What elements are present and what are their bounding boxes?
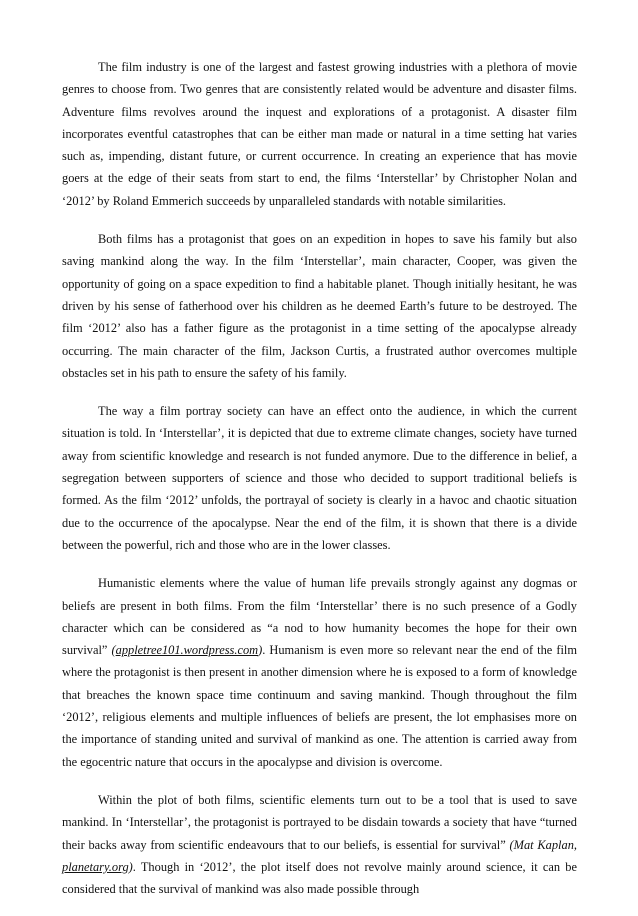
paragraph-intro: The film industry is one of the largest and fastest growing industries with a plethora of movie genres to choose from. Two genres that are consistently related would be adventure and disaster films. Adventure films revolves around the inquest and explorations of a protagonist. A disaster film incorporates eventful catastrophes that can be either man made or natural in a time setting hat varies such as, impending, distant future, or current occurrence. In creating an experience that has movie goers at the edge of their seats from start to end, the films ‘Interstellar’ by Christopher Nolan and ‘2012’ by Roland Emmerich succeeds by unparalleled standards with notable similarities. [62, 60, 577, 208]
citation-close: ) [128, 859, 133, 874]
paragraph-society: The way a film portray society can have an effect onto the audience, in which the current situation is told. In ‘Interstellar’, it is depicted that due to extreme climate changes, society have turned away from scientific knowledge and research is not funded anymore. Due to the difference in belief, a segregation between supporters of science and those who decided to support traditional beliefs is formed. As the film ‘2012’ unfolds, the portrayal of society is clearly in a havoc and chaotic situation due to the occurrence of the apocalypse. Near the end of the film, it is shown that there is a divide between the powerful, rich and those who are in the lower classes. [62, 404, 577, 552]
paragraph-humanism [62, 572, 577, 773]
citation-close: ) [258, 643, 263, 658]
citation-open: (Mat Kaplan, [509, 837, 577, 852]
paragraph-protagonist: Both films has a protagonist that goes on an expedition in hopes to save his family but also saving mankind along the way. In the film ‘Interstellar’, main character, Cooper, was given the opportunity of going on a space expedition to find a habitable planet. Though initially hesitant, he was driven by his sense of fatherhood over his children as he deemed Earth’s future to be destroyed. The film ‘2012’ also has a father figure as the protagonist in a time setting of the apocalypse already occurring. The main character of the film, Jackson Curtis, a frustrated author overcomes multiple obstacles set in his path to ensure the safety of his family. [62, 232, 577, 380]
document-page [62, 56, 577, 916]
citation-appletree [111, 643, 262, 657]
citation-link-planetary[interactable]: planetary.org [62, 859, 129, 874]
paragraph-science [62, 789, 577, 900]
paragraph-humanism-text: Humanistic elements where the value of human life prevails strongly against any dogmas or beliefs are present in both films. From the film ‘Interstellar’ there is no such presence of a Godly character which can be considered as “a nod to how humanity becomes the hope for their own survival” [62, 576, 577, 658]
paragraph-science-text-cont: . Though in ‘2012’, the plot itself does not revolve mainly around science, it can be considered that the survival of mankind was also made possible through [62, 859, 577, 897]
paragraph-science-text: Within the plot of both films, scientific elements turn out to be a tool that is used to save mankind. In ‘Interstellar’, the protagonist is portrayed to be disdain towards a society that have “turned their backs away from scientific endeavours that to our beliefs, is essential for survival” [62, 792, 577, 852]
paragraph-humanism-text-cont: . Humanism is even more so relevant near the end of the film where the protagonist is then present in another dimension where he is exposed to a form of knowledge that breaches the known space time continuum and saving mankind. Though throughout the film ‘2012’, religious elements and multiple influences of beliefs are present, the lot emphasises more on the importance of standing united and survival of mankind as one. The attention is carried away from the egocentric nature that occurs in the apocalypse and division is overcome. [62, 643, 577, 769]
citation-open: ( [111, 643, 116, 658]
citation-link-appletree[interactable]: appletree101.wordpress.com [115, 643, 259, 658]
